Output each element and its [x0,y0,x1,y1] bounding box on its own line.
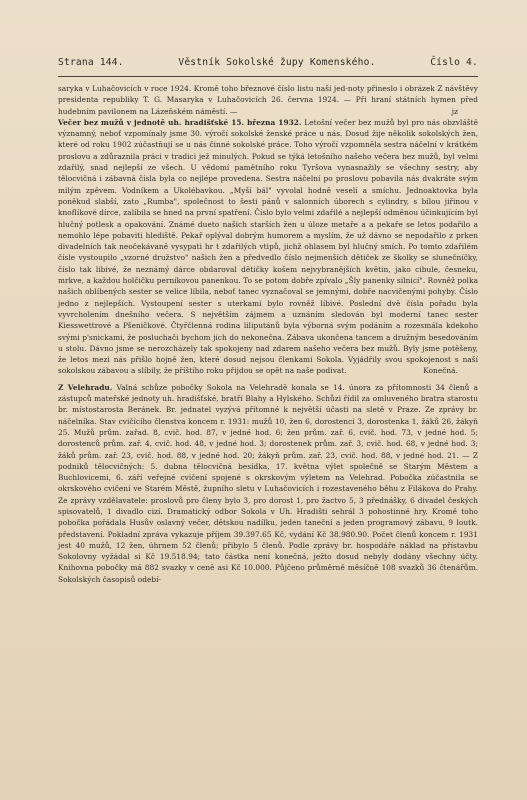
section-signature-konecna: Konečná. [423,366,458,376]
issue-number: Číslo 4. [430,57,478,68]
intro-text: saryka v Luhačovicích v roce 1924. Kromě toho březnové číslo listu naší jed-noty přineslo i obrázek Z návštěvy presidenta republiky T. G. Masaryka v Luhačovicích 26. června 1924. — Při hraní státních hymen před hudebním pavilonem na Lázeňském náměstí. — [58,84,478,116]
intro-paragraph [58,83,478,117]
section-velehrad-paragraph [58,382,478,585]
intro-signature: jz [451,106,458,116]
section-veceru-paragraph [58,117,478,377]
section-body-vecer: Letošní večer bez mužů byl pro nás obzvláště významný, neboť vzpomínaly jsme 30. výročí sokolské ženské práce u nás. Dosud žije několik sokolských žen, které od roku 1902 zúčastňují se u nás činné sokolské práce. Toho výročí vzpomněla sestra náčelní v krátkém proslovu a zdůraznila práci v tradici jež minulých. Pokud se týká letošního našeho večera bez mužů, byl velmi zdařilý, snad nejlepší ze všech. U vědomí pamětního roku Tyršova vynasnažily se všechny sestry, aby tělocvičná i zábavná čísla byla co nejlépe provedena. Sestra náčelní po proslovu pobavila nás dvakráte svým milým zpěvem. Vodníkem a Ukolébavkou. „Myší bál" vyvolal hodně veselí a smíchu. Jednoaktovka byla poněkud slabší, zato „Rumba", společnost to šesti pánů v salonních úborech s cylindry, s bílou jiřinou v knoflíkové dírce, zalíbila se hned na první spatření. Číslo bylo velmi zdařilé a nejlepší odměnou účinkujícím byl hlučný potlesk a opakování. Známé dueto našich starších žen u úloze metaře a a pekaře se letos podařilo a nemohlo lépe pobaviti hlediště. Pekař oplýval dobrým humorem a myslím, že už dávno se nepodařilo z prken divadelních tak neočekávaně vysypati hr t zdařilých vtipů, jichž ohlasem byl hlučný smích. Po tomto zdařilém čísle vystoupilo „vzorné družstvo" našich žen a předvedlo číslo nejmenších dětiček ze školky se slunečníčky, číslo tak libivé, že neznámý dárce obdaroval dětičky košem nejvybranějších květin, jako cibule, česneku, mrkve, a každou holčičku perníkovou panenkou. To se potom dobře zpívalo „Šly panenky silnicí". Rovněž polka našich oblíbených sester se velice líbila, neboť tanec vyznačoval se jemnými, dobře nacvičenými pohyby. Číslo jedno z nejlepších. Vystoupení sester s uterkami bylo rovněž líbivé. Poslední dvě čísla pořadu byla vyvrcholením dnešního večera. S největším zájmem a uznáním sledován byl moderní tanec sester Kiesswettrové a Pšeničkové. Čtyřčlenná rodina liliputánů byla výborná svým podáním a rozesmála kdekoho svými p'snickami, že posluchači bychom jich do nekonečna. Zábava ukončena tancem a družným besedováním u stolu. Dávno jsme se nerozcházely tak spokojeny nad zdarem našeho večera bez mužů. Byly jsme potěšeny, že letos mezi nás přišlo hojně žen, které dosud nejsou členkami Sokola. Vyjádřily svou spokojenost s naší sokolskou zábavou a slíbily, že příštího roku přijdou se opět na naše podivat. [58,117,479,376]
page-header [58,57,478,75]
journal-title: Věstník Sokolské župy Komenského. [178,57,376,68]
section-heading-velehrad: Z Velehradu. [58,382,113,392]
page-number: Strana 144. [58,57,124,68]
section-body-velehrad: Valná schůze pobočky Sokola na Velehradě konala se 14. února za přítomnosti 34 členů a zástupců mateřské jednoty uh. hradišťské, bratří Blahy a Hylského. Schůzi řídil za omluveného bratra starostu br. místostarosta Beránek. Br. jednatel vyzývá přítomné k největší účasti na sletě v Praze. Ze zprávy br. náčelníka. Stav cvičícího členstva koncem r. 1931: mužů 10, žen 6, dorostenci 3, dorostenka 1, žáků 26, žákyň 25. Mužů prům. zařad. 8, cvič. hod. 87, v jedné hod. 6; žen prům. zař. 6, cvič. hod. 73, v jedné hod. 5; dorostenců prům. zař. 4, cvič. hod. 48, v jedné hod. 3; dorostenek prům. zař. 3, cvič. hod. 68, v jedné hod. 3; žáků prům. zař. 23, cvič. hod. 88, v jedné hod. 20; žákyň prům. zař. 23, cvič. hod. 88, v jedné hod. 21. — Z podniků tělocvičných: 5. dubna tělocvičná besídka, 17. května výlet společně se Starým Městem a Buchlovicemi, 6. září veřejné cvičení spojené s okrskovým výletem na Velehrad. Pobočka zúčastnila se okrskového cvičení ve Starém Městě, župního sletu v Luhačovicích i rozestaveného běhu z Filákova do Prahy. Ze zprávy vzdělavatele: proslovů pro členy bylo 3, pro dorost 1, pro žactvo 5, 3 přednášky, 6 divadel českých spisovatelů, 1 divadlo cizí. Dramatický odbor Sokola v Uh. Hradišti sehrál 3 pohostinné hry. Kromě toho pobočka pořádala Husův oslavný večer, dětskou nadílku, jeden taneční a jeden programový zábavu, 9 loutk. představení. Pokladní zpráva vykazuje příjem 39.397.65 Kč, vydání Kč 38.980.90. Počet členů koncem r. 1931 jest 40 mužů, 12 žen, úhrnem 52 členů; přibylo 5 členů. Podle zprávy br. hospodáře náklad na přístavbu Sokolovny vyžádal si Kč 19.518.94; tato částka není konečná, ježto dosud nebyly dodány všechny účty. Knihovna pobočky má 882 svazky v ceně asi Kč 10.000. Půjčeno průměrně měsíčně 108 svazků 36 čtenářům. Sokolských časopisů odebí- [58,382,478,584]
header-rule [58,76,478,77]
article-body [58,83,478,585]
section-heading-vecer: Večer bez mužů v jednotě uh. hradišťské 15. března 1932. [58,117,302,127]
